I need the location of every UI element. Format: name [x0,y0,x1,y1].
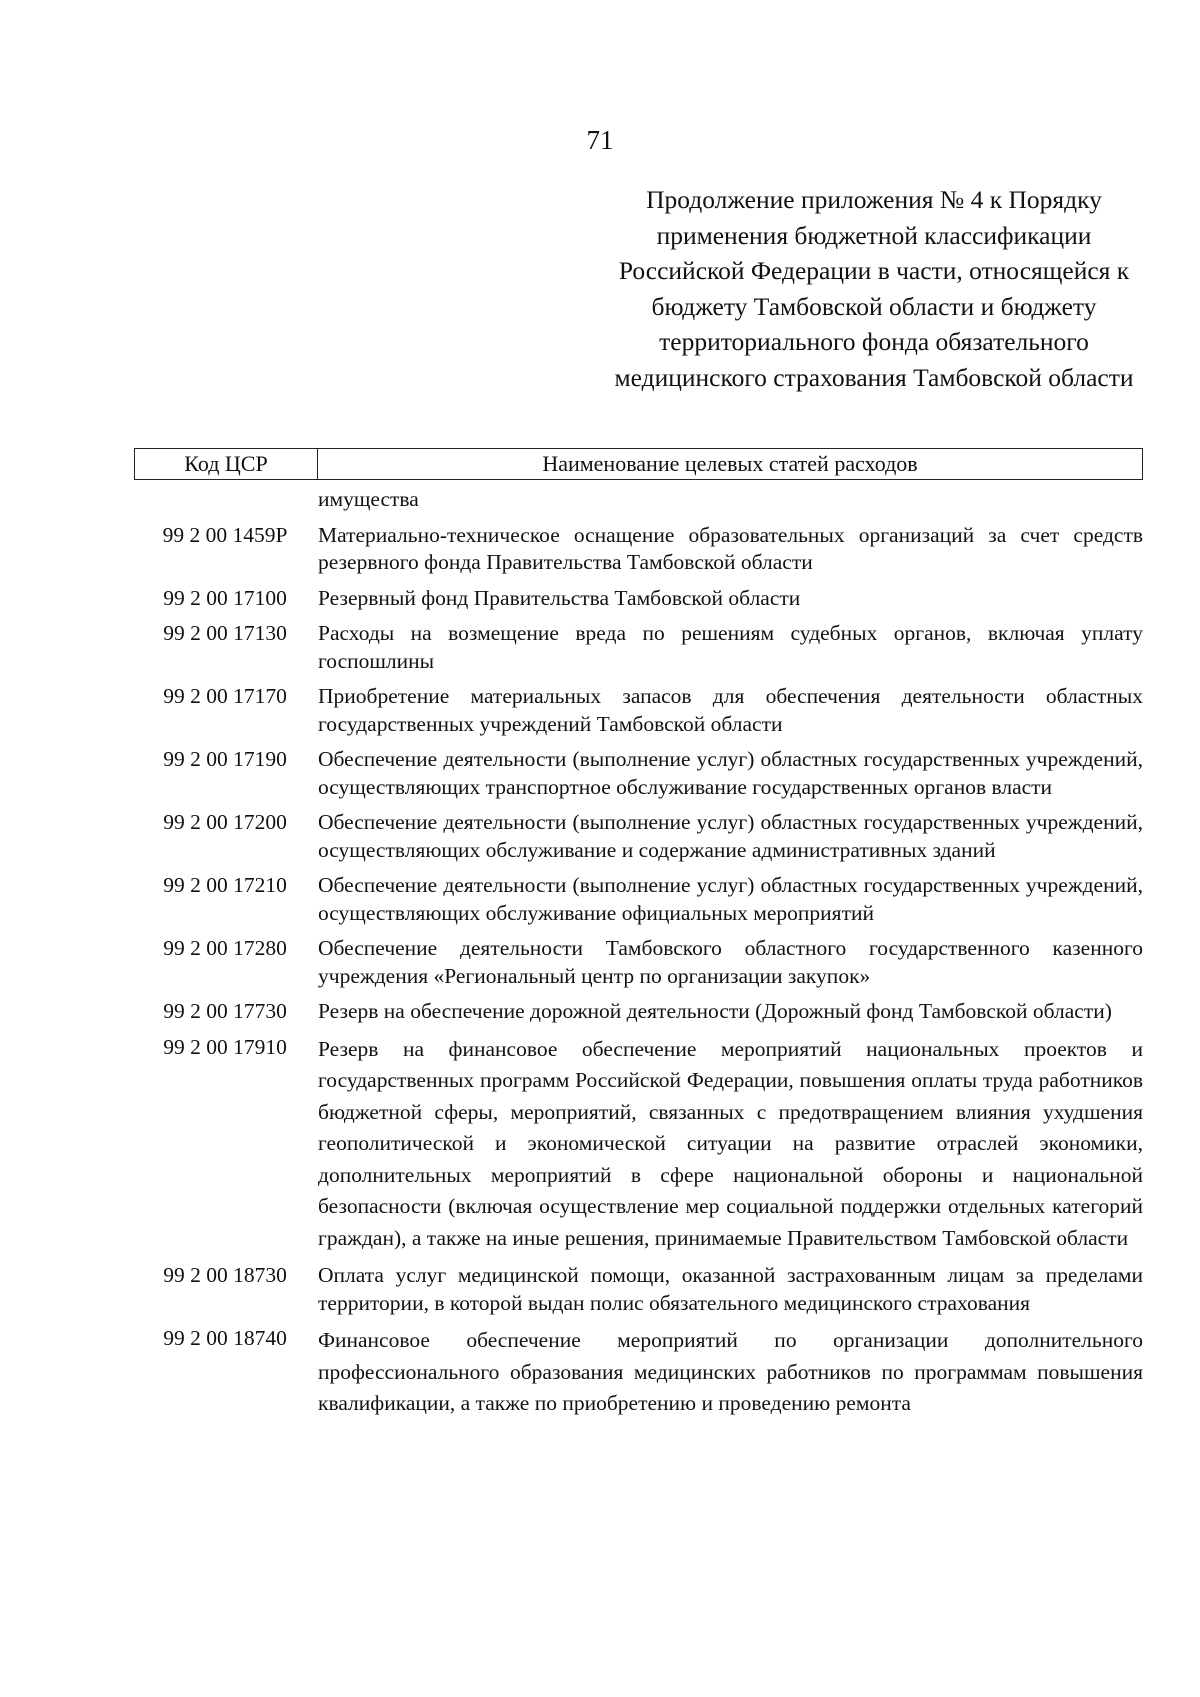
row-name: Финансовое обеспечение мероприятий по организации дополнительного профессионального образования медицинских работников по программам повышения квалификации, а также по приобретению и проведению ремонта [318,1328,1143,1415]
table-row [134,522,1143,577]
table-row [134,1325,1143,1420]
table-row [134,1034,1143,1255]
row-code [134,486,316,514]
page-number: 71 [586,125,614,155]
table-header [134,448,1143,480]
row-code: 99 2 00 18740 [163,1326,287,1350]
row-name: Приобретение материальных запасов для обеспечения деятельности областных государственных учреждений Тамбовской области [318,684,1143,736]
table-row [134,809,1143,864]
table-body [134,486,1143,1420]
row-name: Резерв на обеспечение дорожной деятельности (Дорожный фонд Тамбовской области) [318,999,1112,1023]
row-code: 99 2 00 1459Р [162,522,288,547]
table-row [134,585,1143,613]
row-code: 99 2 00 17210 [163,873,287,897]
table-row [134,620,1143,675]
row-code: 99 2 00 17100 [163,585,287,610]
header-name-column: Наименование целевых статей расходов [542,451,918,476]
row-name: Обеспечение деятельности Тамбовского областного государственного казенного учреждения «Региональный центр по организации закупок» [318,936,1143,988]
row-code: 99 2 00 17170 [163,684,287,708]
row-name: Резерв на финансовое обеспечение мероприятий национальных проектов и государственных программ Российской Федерации, повышения оплаты труда работников бюджетной сферы, мероприятий, связанных с предотвращением влияния ухудшения геополитической и экономической ситуации на развитие отраслей экономики, дополнительных мероприятий в сфере национальной обороны и национальной безопасности (включая осуществление мер социальной поддержки отдельных категорий граждан), а также на иные решения, принимаемые Правительством Тамбовской области [318,1036,1143,1250]
row-name: Обеспечение деятельности (выполнение услуг) областных государственных учреждений, осуществляющих обслуживание и содержание административных зданий [318,810,1143,862]
row-code: 99 2 00 17130 [163,621,287,645]
row-name: Резервный фонд Правительства Тамбовской области [318,585,801,610]
row-code: 99 2 00 17190 [163,747,287,771]
table-row [134,486,1143,514]
table-row [134,746,1143,801]
row-code: 99 2 00 17910 [163,1034,287,1059]
table-row [134,935,1143,990]
row-name: Обеспечение деятельности (выполнение услуг) областных государственных учреждений, осуществляющих транспортное обслуживание государственных органов власти [318,747,1143,799]
row-name: Материально-техническое оснащение образовательных организаций за счет средств резервного фонда Правительства Тамбовской области [318,522,1143,574]
table-row [134,872,1143,927]
table-row [134,1262,1143,1317]
row-name: имущества [318,487,419,511]
row-code: 99 2 00 17200 [163,810,287,834]
row-name: Оплата услуг медицинской помощи, оказанной застрахованным лицам за пределами территории, в которой выдан полис обязательного медицинского страхования [318,1263,1143,1315]
row-name: Расходы на возмещение вреда по решениям судебных органов, включая уплату госпошлины [318,621,1143,673]
table-row [134,683,1143,738]
appendix-note: Продолжение приложения № 4 к Порядку применения бюджетной классификации Российской Федерации в части, относящейся к бюджету Тамбовской области и бюджету территориального фонда обязательного медицинского страхования Тамбовской области [614,185,1134,392]
row-code: 99 2 00 18730 [163,1263,287,1287]
row-code: 99 2 00 17280 [163,936,287,960]
row-code: 99 2 00 17730 [163,999,287,1023]
table-row [134,998,1143,1026]
row-name: Обеспечение деятельности (выполнение услуг) областных государственных учреждений, осуществляющих обслуживание официальных мероприятий [318,873,1143,925]
header-code-column: Код ЦСР [135,449,318,479]
